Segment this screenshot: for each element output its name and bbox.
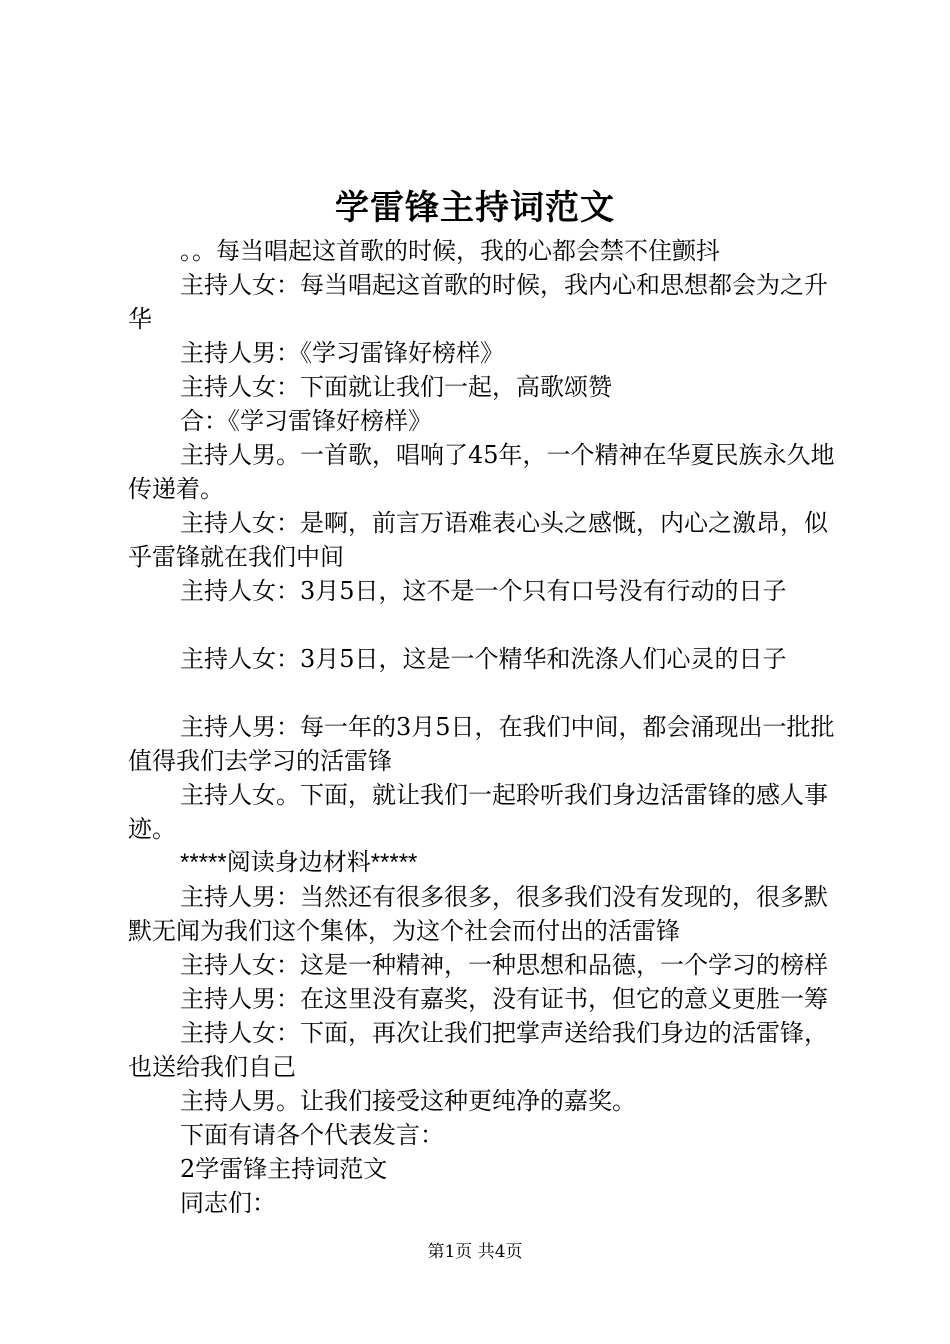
- document-body: [128, 234, 838, 1220]
- paragraph-1: 。。每当唱起这首歌的时候，我的心都会禁不住颤抖: [180, 237, 720, 265]
- paragraph-19: 2学雷锋主持词范文: [180, 1155, 388, 1183]
- paragraph-10: 主持人男：每一年的3月5日，在我们中间，都会涌现出一批批值得我们去学习的活雷锋: [128, 713, 835, 775]
- paragraph-11: 主持人女。下面，就让我们一起聆听我们身边活雷锋的感人事迹。: [128, 781, 828, 843]
- page-footer: 第1页 共4页: [427, 1242, 523, 1262]
- paragraph-9: 主持人女：3月5日，这是一个精华和洗涤人们心灵的日子: [180, 645, 787, 673]
- paragraph-17: 主持人男。让我们接受这种更纯净的嘉奖。: [180, 1087, 636, 1115]
- paragraph-7: 主持人女：是啊，前言万语难表心头之感慨，内心之激昂，似乎雷锋就在我们中间: [128, 509, 828, 571]
- paragraph-2: 主持人女：每当唱起这首歌的时候，我内心和思想都会为之升华: [128, 271, 828, 333]
- paragraph-spacer: [128, 676, 838, 710]
- document-title: 学雷锋主持词范文: [335, 188, 615, 228]
- paragraph-13: 主持人男：当然还有很多很多，很多我们没有发现的，很多默默无闻为我们这个集体，为这个社会而付出的活雷锋: [128, 883, 828, 945]
- paragraph-6: 主持人男。一首歌，唱响了45年，一个精神在华夏民族永久地传递着。: [128, 441, 835, 503]
- paragraph-20: 同志们：: [180, 1189, 276, 1217]
- paragraph-15: 主持人男：在这里没有嘉奖，没有证书，但它的意义更胜一筹: [180, 985, 828, 1013]
- section-marker: *****阅读身边材料*****: [180, 849, 418, 876]
- paragraph-16: 主持人女：下面，再次让我们把掌声送给我们身边的活雷锋，也送给我们自己: [128, 1019, 828, 1081]
- paragraph-spacer: [128, 608, 838, 642]
- paragraph-18: 下面有请各个代表发言：: [180, 1121, 444, 1149]
- paragraph-3: 主持人男：《学习雷锋好榜样》: [180, 339, 504, 367]
- paragraph-5: 合：《学习雷锋好榜样》: [180, 407, 432, 435]
- paragraph-8: 主持人女：3月5日，这不是一个只有口号没有行动的日子: [180, 577, 787, 605]
- paragraph-4: 主持人女：下面就让我们一起，高歌颂赞: [180, 373, 612, 401]
- paragraph-14: 主持人女：这是一种精神，一种思想和品德，一个学习的榜样: [180, 951, 828, 979]
